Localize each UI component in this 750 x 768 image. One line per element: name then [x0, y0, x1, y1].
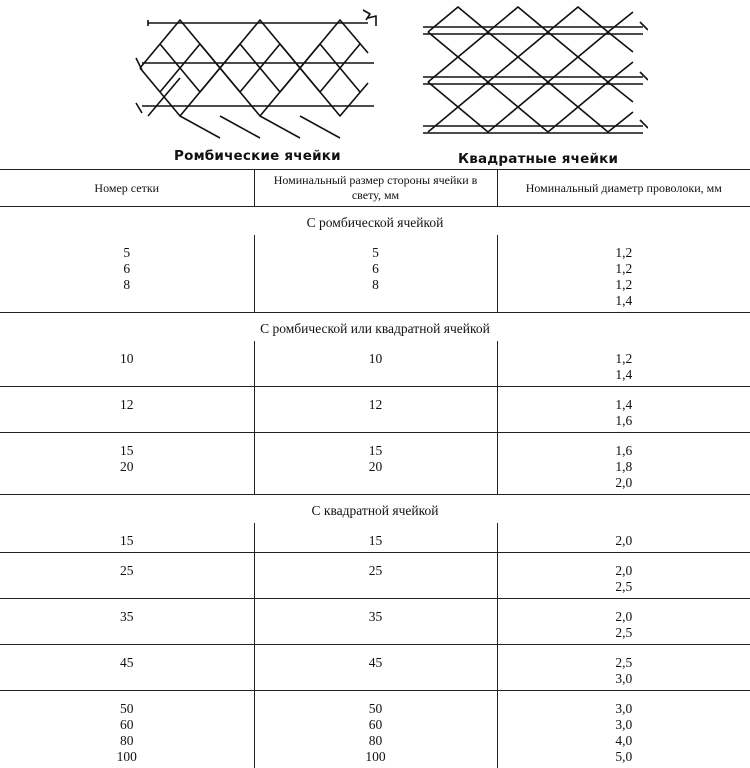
cell-value: 1,2	[498, 261, 750, 277]
cell-value: 20	[0, 459, 254, 475]
wire-diameter-cell	[497, 553, 750, 599]
table-row	[0, 645, 750, 691]
header-mesh-number: Номер сетки	[0, 170, 254, 207]
wire-diameter-cell	[497, 341, 750, 387]
cell-value: 25	[255, 563, 497, 579]
cell-value: 50	[0, 701, 254, 717]
rhombic-mesh-caption: Ромбические ячейки	[174, 148, 341, 164]
table-row	[0, 387, 750, 433]
cell-value: 10	[255, 351, 497, 367]
section-row	[0, 495, 750, 524]
table-row	[0, 433, 750, 495]
cell-value: 3,0	[498, 671, 750, 687]
cell-value: 100	[255, 749, 497, 765]
mesh-number-cell	[0, 691, 254, 768]
cell-value: 50	[255, 701, 497, 717]
mesh-number-cell	[0, 387, 254, 433]
square-mesh-caption: Квадратные ячейки	[458, 151, 618, 167]
cell-value: 60	[255, 717, 497, 733]
mesh-specs-table	[0, 169, 750, 768]
cell-value: 5	[255, 245, 497, 261]
section-title: С ромбической или квадратной ячейкой	[0, 313, 750, 342]
section-row	[0, 207, 750, 236]
wire-diameter-cell	[497, 433, 750, 495]
cell-size-cell	[254, 433, 497, 495]
rhombic-mesh-illustration	[128, 8, 388, 143]
cell-value: 80	[255, 733, 497, 749]
cell-value: 25	[0, 563, 254, 579]
cell-value: 2,0	[498, 475, 750, 491]
cell-value: 12	[0, 397, 254, 413]
table-row	[0, 235, 750, 313]
cell-value: 1,4	[498, 367, 750, 383]
square-mesh-illustration	[418, 2, 648, 147]
wire-diameter-cell	[497, 645, 750, 691]
cell-value: 6	[255, 261, 497, 277]
cell-value: 5,0	[498, 749, 750, 765]
cell-size-cell	[254, 341, 497, 387]
cell-value: 20	[255, 459, 497, 475]
cell-value: 1,4	[498, 293, 750, 309]
cell-value: 6	[0, 261, 254, 277]
cell-value: 45	[0, 655, 254, 671]
cell-value: 1,2	[498, 245, 750, 261]
table-row	[0, 553, 750, 599]
table-row	[0, 341, 750, 387]
cell-value: 2,0	[498, 563, 750, 579]
cell-value: 10	[0, 351, 254, 367]
wire-diameter-cell	[497, 599, 750, 645]
cell-size-cell	[254, 691, 497, 768]
cell-value: 2,5	[498, 625, 750, 641]
cell-value: 35	[255, 609, 497, 625]
mesh-number-cell	[0, 341, 254, 387]
cell-value: 45	[255, 655, 497, 671]
wire-diameter-cell	[497, 387, 750, 433]
cell-size-cell	[254, 645, 497, 691]
table-row	[0, 691, 750, 768]
cell-value: 12	[255, 397, 497, 413]
cell-value: 3,0	[498, 717, 750, 733]
section-row	[0, 313, 750, 342]
wire-diameter-cell	[497, 235, 750, 313]
mesh-number-cell	[0, 599, 254, 645]
cell-size-cell	[254, 235, 497, 313]
table-row	[0, 599, 750, 645]
cell-value: 100	[0, 749, 254, 765]
table-header-row	[0, 170, 750, 207]
wire-diameter-cell	[497, 691, 750, 768]
cell-value: 1,6	[498, 443, 750, 459]
section-title: С ромбической ячейкой	[0, 207, 750, 236]
cell-value: 15	[255, 533, 497, 549]
cell-value: 1,6	[498, 413, 750, 429]
mesh-number-cell	[0, 553, 254, 599]
cell-value: 35	[0, 609, 254, 625]
wire-diameter-cell	[497, 523, 750, 553]
mesh-number-cell	[0, 235, 254, 313]
cell-value: 1,2	[498, 351, 750, 367]
cell-value: 1,2	[498, 277, 750, 293]
cell-size-cell	[254, 599, 497, 645]
cell-size-cell	[254, 553, 497, 599]
mesh-number-cell	[0, 645, 254, 691]
cell-value: 8	[255, 277, 497, 293]
section-title: С квадратной ячейкой	[0, 495, 750, 524]
cell-size-cell	[254, 523, 497, 553]
cell-value: 2,5	[498, 655, 750, 671]
cell-value: 2,5	[498, 579, 750, 595]
cell-value: 2,0	[498, 609, 750, 625]
cell-value: 2,0	[498, 533, 750, 549]
table-row	[0, 523, 750, 553]
cell-value: 15	[0, 443, 254, 459]
cell-value: 8	[0, 277, 254, 293]
cell-value: 15	[0, 533, 254, 549]
header-cell-side-size: Номинальный размер стороны ячейки в свету, мм	[254, 170, 497, 207]
mesh-number-cell	[0, 523, 254, 553]
mesh-figure	[0, 0, 750, 168]
cell-value: 1,8	[498, 459, 750, 475]
cell-value: 4,0	[498, 733, 750, 749]
cell-size-cell	[254, 387, 497, 433]
cell-value: 5	[0, 245, 254, 261]
cell-value: 80	[0, 733, 254, 749]
cell-value: 1,4	[498, 397, 750, 413]
cell-value: 60	[0, 717, 254, 733]
cell-value: 15	[255, 443, 497, 459]
header-wire-diameter: Номинальный диаметр проволоки, мм	[497, 170, 750, 207]
mesh-number-cell	[0, 433, 254, 495]
cell-value: 3,0	[498, 701, 750, 717]
